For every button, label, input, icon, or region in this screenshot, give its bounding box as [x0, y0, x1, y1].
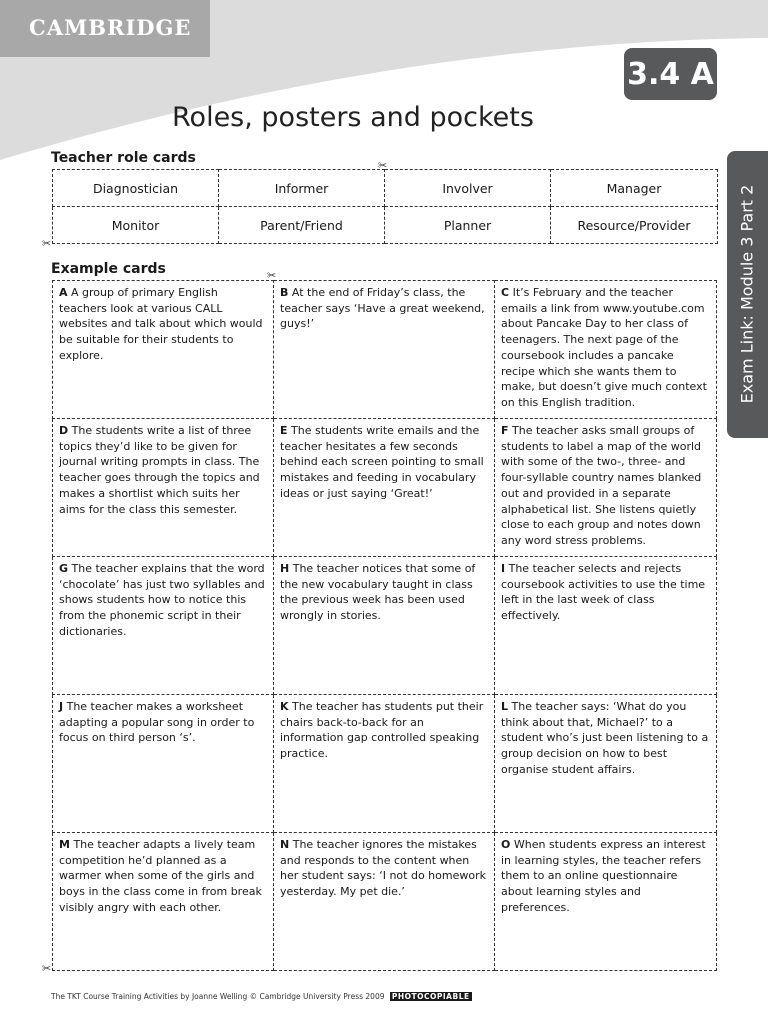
example-card-text: The teacher adapts a lively team competition he’d planned as a warmer when some of the girls and boys in the class come in from break visibly angry with each other.	[59, 838, 262, 914]
example-cards-row	[53, 419, 717, 557]
example-cards-row	[53, 281, 717, 419]
role-cards-row	[53, 170, 718, 207]
example-card-letter: B	[280, 286, 289, 299]
example-card-letter: F	[501, 424, 509, 437]
example-card	[53, 557, 274, 695]
example-card-text: The students write emails and the teacher hesitates a few seconds behind each screen pointing to small mistakes and feeding in vocabulary ideas or just saying ‘Great!’	[280, 424, 484, 500]
role-card: Monitor	[53, 207, 219, 244]
scissors-icon: ✂	[42, 962, 52, 975]
publisher-logo-text: CAMBRIDGE	[29, 15, 192, 40]
example-card-letter: H	[280, 562, 290, 575]
footer-credit: The TKT Course Training Activities by Joanne Welling © Cambridge University Press 2009	[51, 992, 385, 1001]
unit-code-badge: 3.4 A	[624, 48, 717, 100]
example-card	[495, 557, 717, 695]
example-card	[495, 833, 717, 971]
example-card-text: It’s February and the teacher emails a link from www.youtube.com about Pancake Day to her class of teenagers. The next page of the coursebook includes a pancake recipe which she wants them to make, but doesn’t give much context on this English tradition.	[501, 286, 707, 409]
example-cards-grid	[52, 280, 717, 971]
example-card	[274, 419, 495, 557]
example-card-letter: D	[59, 424, 69, 437]
example-card	[53, 281, 274, 419]
role-card: Involver	[385, 170, 551, 207]
publisher-logo	[0, 0, 210, 57]
scissors-icon: ✂	[378, 159, 388, 172]
role-card: Parent/Friend	[219, 207, 385, 244]
exam-link-label: Exam Link: Module 3 Part 2	[737, 184, 757, 404]
example-card-letter: I	[501, 562, 506, 575]
page-title: Roles, posters and pockets	[172, 102, 534, 133]
example-card-letter: K	[280, 700, 289, 713]
example-card-letter: A	[59, 286, 68, 299]
role-card: Resource/Provider	[551, 207, 718, 244]
example-card-letter: O	[501, 838, 511, 851]
example-card-letter: N	[280, 838, 290, 851]
example-card-text: The students write a list of three topics they’d like to be given for journal writing prompts in class. The teacher goes through the topics and makes a shortlist which suits her aims for the class this semester.	[59, 424, 260, 516]
example-card	[495, 419, 717, 557]
role-card: Planner	[385, 207, 551, 244]
example-card	[53, 833, 274, 971]
example-card-text: The teacher makes a worksheet adapting a popular song in order to focus on third person ‘s’.	[59, 700, 255, 745]
example-card-text: The teacher asks small groups of students to label a map of the world with some of the two-, three- and four-syllable country names blanked out and provided in a separate alphabetical list. She listens quietly close to each group and notes down any word stress problems.	[501, 424, 702, 547]
example-card-text: At the end of Friday’s class, the teacher says ‘Have a great weekend, guys!’	[280, 286, 485, 331]
example-cards-heading: Example cards	[51, 261, 166, 277]
example-card	[495, 695, 717, 833]
example-cards-row	[53, 695, 717, 833]
example-card-text: The teacher says: ‘What do you think about that, Michael?’ to a student who’s just been listening to a group decision on how to best organise student affairs.	[501, 700, 709, 776]
example-card-text: The teacher notices that some of the new vocabulary taught in class the previous week has been used wrongly in stories.	[280, 562, 476, 623]
example-card	[274, 833, 495, 971]
example-card-text: A group of primary English teachers look at various CALL websites and talk about which would be suitable for their students to explore.	[59, 286, 263, 362]
example-card	[274, 281, 495, 419]
example-card-text: The teacher ignores the mistakes and responds to the content when her student says: ‘I not do homework yesterday. My pet die.’	[280, 838, 486, 899]
role-card: Diagnostician	[53, 170, 219, 207]
role-cards-heading: Teacher role cards	[51, 150, 196, 166]
example-card-text: The teacher has students put their chairs back-to-back for an information gap controlled speaking practice.	[280, 700, 484, 761]
example-card-letter: L	[501, 700, 509, 713]
role-card: Informer	[219, 170, 385, 207]
example-card-letter: E	[280, 424, 288, 437]
example-card-letter: C	[501, 286, 510, 299]
role-card: Manager	[551, 170, 718, 207]
example-card	[274, 557, 495, 695]
scissors-icon: ✂	[42, 237, 52, 250]
example-card-letter: G	[59, 562, 69, 575]
footer	[51, 992, 472, 1001]
example-card	[53, 419, 274, 557]
example-card	[53, 695, 274, 833]
role-cards-grid	[52, 169, 718, 244]
example-card-text: When students express an interest in learning styles, the teacher refers them to an online questionnaire about learning styles and preferences.	[501, 838, 706, 914]
example-card-letter: J	[59, 700, 64, 713]
example-card-text: The teacher explains that the word ‘chocolate’ has just two syllables and shows students how to notice this from the phonemic script in their dictionaries.	[59, 562, 265, 638]
example-cards-row	[53, 833, 717, 971]
exam-link-tab	[727, 151, 768, 438]
scissors-icon: ✂	[267, 269, 277, 282]
example-cards-row	[53, 557, 717, 695]
example-card	[495, 281, 717, 419]
example-card-letter: M	[59, 838, 70, 851]
example-card-text: The teacher selects and rejects coursebook activities to use the time left in the last week of class effectively.	[501, 562, 706, 623]
example-card	[274, 695, 495, 833]
photocopiable-badge: PHOTOCOPIABLE	[391, 992, 470, 1001]
role-cards-row	[53, 207, 718, 244]
